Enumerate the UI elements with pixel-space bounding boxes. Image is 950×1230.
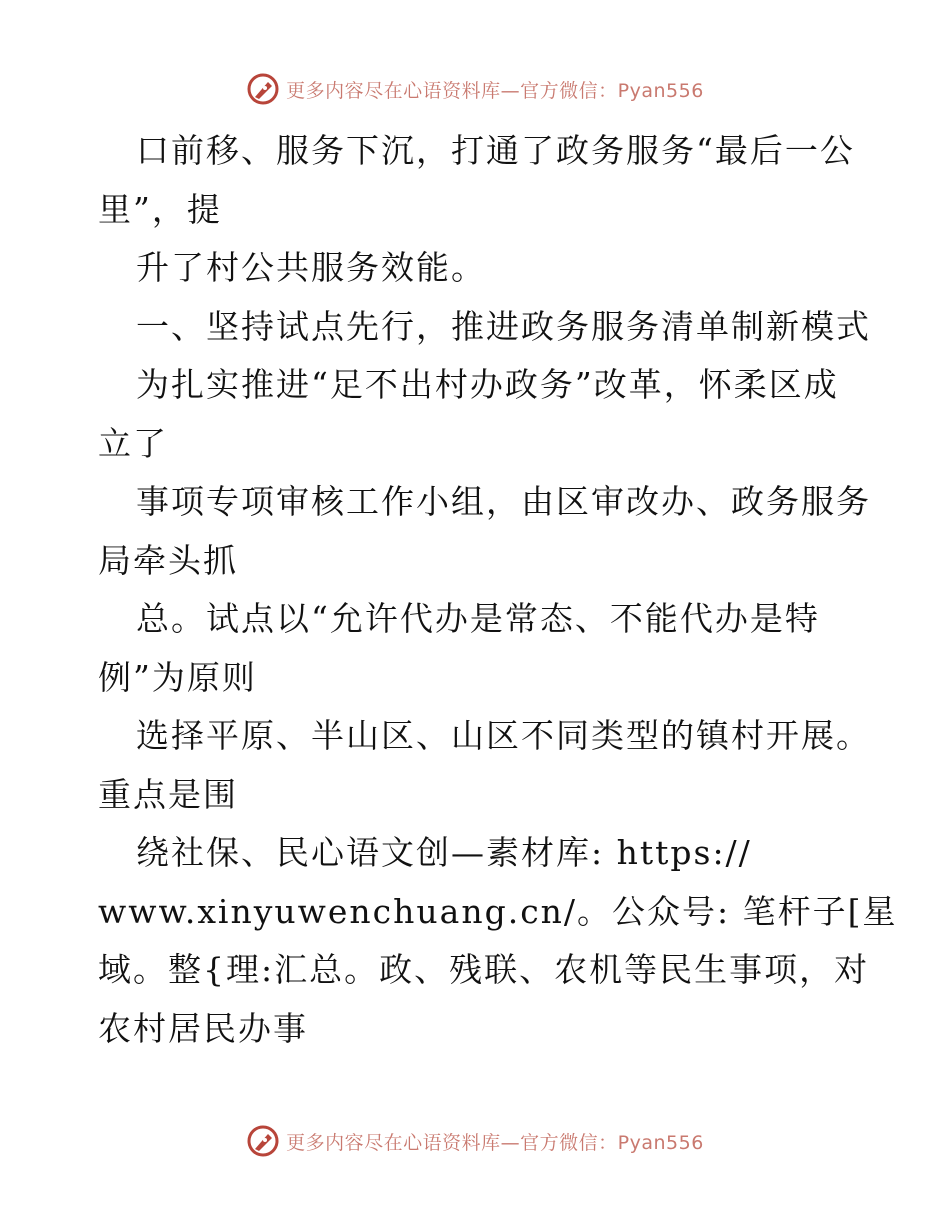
header-watermark: [0, 72, 950, 106]
paragraph-line: 绕社保、民心语文创—素材库: https://: [136, 833, 752, 872]
paragraph-line: 为扎实推进“足不出村办政务”改革，怀柔区成: [136, 365, 839, 404]
paragraph-line: 重点是围: [98, 774, 238, 814]
pen-nib-logo-icon: [246, 72, 280, 106]
document-body: [98, 122, 898, 1058]
paragraph-line: www.xinyuwenchuang.cn/。公众号: 笔杆子[星: [98, 891, 898, 931]
paragraph-line: 例”为原则: [98, 657, 257, 697]
paragraph-line: 事项专项审核工作小组，由区审改办、政务服务: [136, 482, 871, 521]
paragraph-line: 局牵头抓: [98, 540, 238, 580]
paragraph-line: 里”，提: [98, 189, 222, 229]
pen-nib-logo-icon: [246, 1124, 280, 1158]
paragraph-line: 域。整{理:汇总。政、残联、农机等民生事项，对: [98, 950, 870, 989]
paragraph-line: 总。试点以“允许代办是常态、不能代办是特: [136, 599, 820, 638]
footer-watermark: [0, 1124, 950, 1158]
watermark-text: 更多内容尽在心语资料库—官方微信：Pyan556: [286, 1131, 704, 1154]
section-heading: 一、坚持试点先行，推进政务服务清单制新模式: [136, 306, 871, 346]
paragraph-line: 立了: [98, 423, 168, 463]
watermark-text: 更多内容尽在心语资料库—官方微信：Pyan556: [286, 79, 704, 102]
paragraph-line: 农村居民办事: [98, 1008, 308, 1048]
paragraph-line: 口前移、服务下沉，打通了政务服务“最后一公: [136, 131, 855, 170]
paragraph-line: 升了村公共服务效能。: [136, 248, 486, 287]
paragraph-line: 选择平原、半山区、山区不同类型的镇村开展。: [136, 716, 871, 755]
